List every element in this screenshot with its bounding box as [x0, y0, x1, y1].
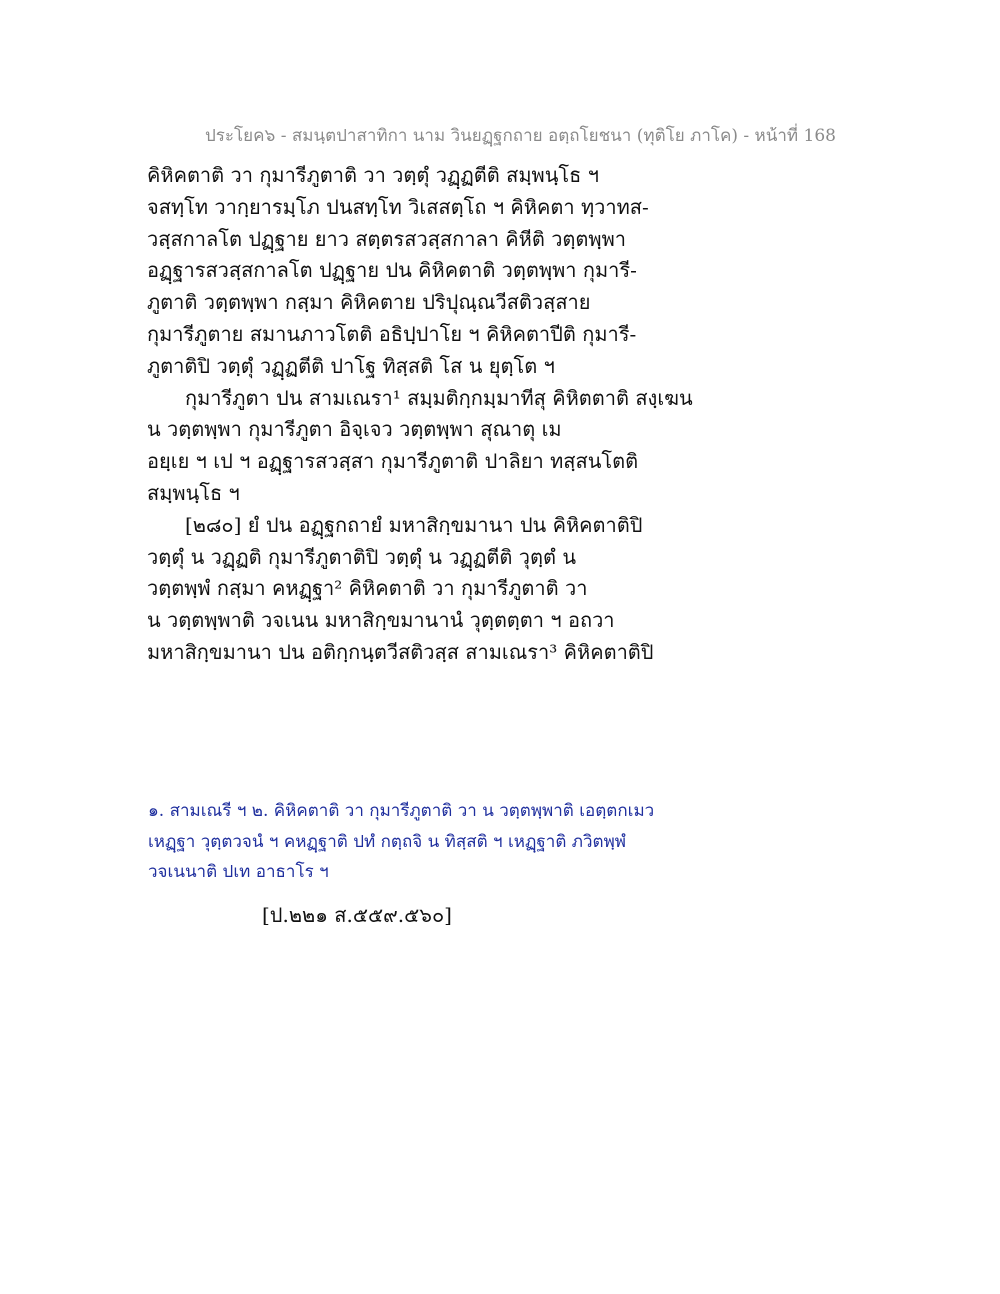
text-line: กุมารีภูตา ปน สามเณรา¹ สมฺมติกฺกมฺมาทีสุ คิหิตตาติ สงฺเฆน — [185, 385, 693, 410]
footnotes — [148, 796, 968, 888]
text-line: น วตฺตพฺพา กุมารีภูตา อิจฺเจว วตฺตพฺพา สุณาตุ เม — [147, 417, 562, 442]
text-line: ภูตาติปิ วตฺตุํ วฏฺฏตีติ ปาโฐ ทิสฺสติ โส น ยุตฺโต ฯ — [147, 353, 555, 378]
running-header: ประโยค๖ - สมนฺตปาสาทิกา นาม วินยฏฺฐกถาย อตฺถโยชนา (ทุติโย ภาโค) - หน้าที่ 168 — [205, 126, 836, 146]
text-line: วตฺตุํ น วฏฺฏติ กุมารีภูตาติปิ วตฺตุํ น วฏฺฏตีติ วุตฺตํ น — [147, 544, 576, 569]
page-reference: [ป.๒๒๑ ส.๕๕๙.๕๖๐] — [262, 903, 452, 927]
text-line: วสฺสกาลโต ปฏฺฐาย ยาว สตฺตรสวสฺสกาลา คิหีติ วตฺตพฺพา — [147, 226, 627, 251]
footnote-line: ๑. สามเณรี ฯ ๒. คิหิคตาติ วา กุมารีภูตาติ วา น วตฺตพฺพาติ เอตฺตกเมว — [148, 801, 655, 821]
text-line: มหาสิกฺขมานา ปน อติกฺกนฺตวีสติวสฺส สามเณรา³ คิหิคตาติปิ — [147, 639, 654, 664]
text-line: ภูตาติ วตฺตพฺพา กสฺมา คิหิคตาย ปริปุณฺณวีสติวสฺสาย — [147, 290, 591, 315]
text-line: อยฺเย ฯ เป ฯ อฏฺฐารสวสฺสา กุมารีภูตาติ ปาลิยา ทสฺสนโตติ — [147, 449, 639, 474]
text-line: วตฺตพฺพํ กสฺมา คหฏฺฐา² คิหิคตาติ วา กุมารีภูตาติ วา — [147, 576, 588, 601]
text-line: สมฺพนฺโธ ฯ — [147, 480, 240, 505]
text-line: กุมารีภูตาย สมานภาวโตติ อธิปฺปาโย ฯ คิหิคตาปีติ กุมารี- — [147, 321, 637, 346]
text-line: [๒๘๐] ยํ ปน อฏฺฐกถายํ มหาสิกฺขมานา ปน คิหิคตาติปิ — [185, 512, 643, 537]
text-line: น วตฺตพฺพาติ วจเนน มหาสิกฺขมานานํ วุตฺตตฺตา ฯ อถวา — [147, 608, 615, 633]
main-text — [147, 160, 967, 669]
text-line: คิหิคตาติ วา กุมารีภูตาติ วา วตฺตุํ วฏฺฏตีติ สมฺพนฺโธ ฯ — [147, 163, 599, 187]
text-line: อฏฺฐารสวสฺสกาลโต ปฏฺฐาย ปน คิหิคตาติ วตฺตพฺพา กุมารี- — [147, 258, 637, 283]
text-line: จสทฺโท วากฺยารมฺโภ ปนสทฺโท วิเสสตฺโถ ฯ คิหิคตา ทฺวาทส- — [147, 194, 649, 219]
footnote-line: วจเนนาติ ปเท อาธาโร ฯ — [148, 862, 329, 882]
footnote-line: เหฏฺฐา วุตฺตวจนํ ฯ คหฏฺฐาติ ปทํ กตฺถจิ น ทิสฺสติ ฯ เหฏฺฐาติ ภวิตพฺพํ — [148, 831, 627, 852]
